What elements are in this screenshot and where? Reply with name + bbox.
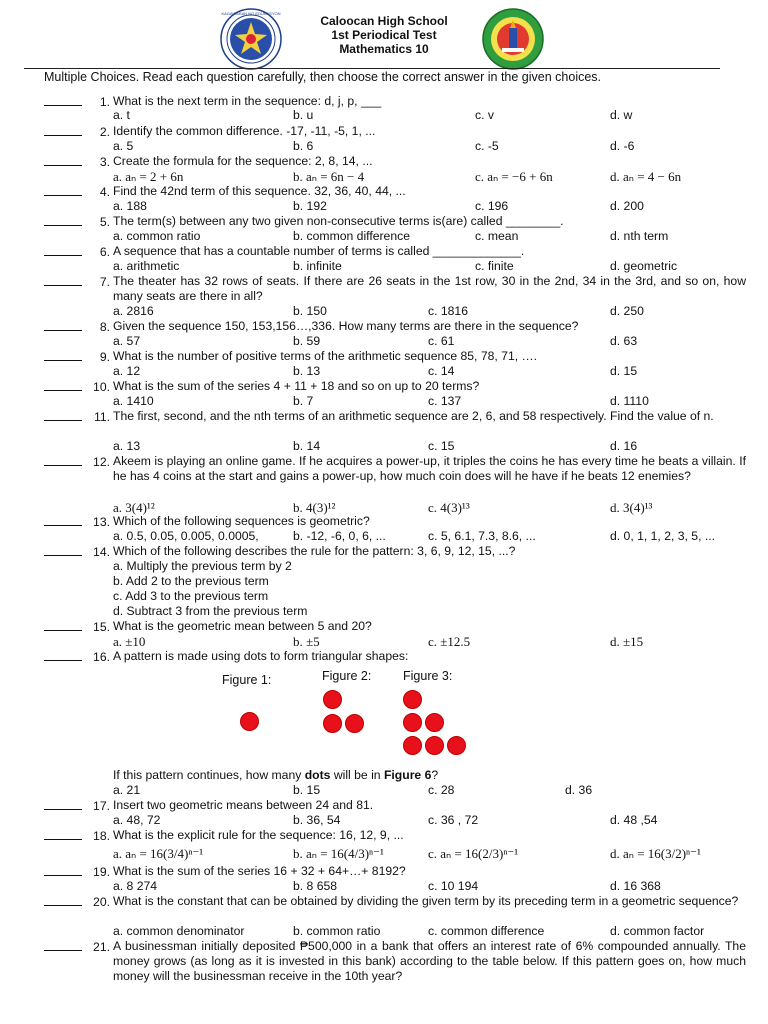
answer-blank[interactable] [44,379,82,391]
question-stem: What is the next term in the sequence: d, j, p, ___ [113,94,382,108]
choice-c: c. aₙ = 16(2/3)ⁿ⁻¹ [428,846,519,861]
question-number: 14. [93,545,110,559]
figure-3-label: Figure 3: [403,669,453,683]
choice-c: c. 61 [428,334,455,348]
question-1 [44,94,752,110]
question-number: 7. [99,275,110,289]
choice-d: d. 250 [610,304,644,318]
question-stem: Create the formula for the sequence: 2, 8, 14, ... [113,154,373,168]
question-18 [44,828,752,844]
choice-c: c. 137 [428,394,462,408]
choice-c: c. 36 , 72 [428,813,479,827]
question-number: 12. [93,455,110,469]
choice-b: b. 7 [293,394,314,408]
dot [240,712,259,731]
subject-title: Mathematics 10 [339,42,429,56]
choice-d: d. -6 [610,139,635,153]
choice-d: d. Subtract 3 from the previous term [113,604,308,618]
answer-blank[interactable] [44,124,82,136]
choice-a: a. 2816 [113,304,154,318]
choice-c: c. common difference [428,924,545,938]
test-title: 1st Periodical Test [331,28,437,42]
answer-blank[interactable] [44,939,82,951]
choice-d: d. w [610,108,633,122]
question-stem: A sequence that has a countable number of terms is called _____________. [113,244,525,258]
school-name: Caloocan High School [320,14,448,28]
choice-a: a. 188 [113,199,147,213]
svg-text:KAGAWARAN NG EDUKASYON: KAGAWARAN NG EDUKASYON [221,11,281,16]
dot [403,690,422,709]
question-stem: The term(s) between any two given non-consecutive terms is(are) called ________. [113,214,564,228]
answer-blank[interactable] [44,349,82,361]
question-stem: What is the constant that can be obtained by dividing the given term by its preceding term in a geometric sequence? [113,894,739,908]
choice-d: d. common factor [610,924,705,938]
choice-c: c. aₙ = −6 + 6n [475,169,553,184]
question-19 [44,864,752,880]
question-9 [44,349,752,365]
answer-blank[interactable] [44,274,82,286]
choice-d: d. 15 [610,364,638,378]
choice-b: b. 4(3)¹² [293,500,336,515]
answer-blank[interactable] [44,514,82,526]
choice-c: c. 4(3)¹³ [428,500,470,515]
choice-a: a. 12 [113,364,141,378]
choice-b: b. common difference [293,229,410,243]
question-5 [44,214,752,230]
dot [323,690,342,709]
choice-c: c. 15 [428,439,455,453]
question-15 [44,619,752,635]
question-number: 9. [99,350,110,364]
follow-up-text: If this pattern continues, how many [113,768,305,782]
choice-a: a. common ratio [113,229,201,243]
header-divider [24,68,720,69]
question-12 [44,454,752,483]
follow-up-bold: Figure 6 [383,768,432,782]
question-stem: A businessman initially deposited ₱500,000 in a bank that offers an interest rate of 6% compounded annually. The money grows (as long as it is invested in this bank) according to the table below. If this pattern goes on, how much money will the businessman receive in the 10th year? [113,939,746,983]
choice-b: b. common ratio [293,924,381,938]
choice-b: b. 14 [293,439,321,453]
choice-c: c. 14 [428,364,455,378]
dot [403,713,422,732]
question-number: 1. [99,95,110,109]
answer-blank[interactable] [44,864,82,876]
answer-blank[interactable] [44,454,82,466]
answer-blank[interactable] [44,319,82,331]
choice-b: b. 36, 54 [293,813,341,827]
question-number: 2. [99,125,110,139]
choice-c: c. -5 [475,139,499,153]
question-number: 4. [99,185,110,199]
figure-1-label: Figure 1: [222,673,272,687]
choice-b: b. 15 [293,783,321,797]
choice-a: a. 8 274 [113,879,158,893]
choice-d: d. 3(4)¹³ [610,500,653,515]
choice-d: d. 0, 1, 1, 2, 3, 5, ... [610,529,716,543]
choice-b: b. ±5 [293,634,320,649]
choice-b: b. aₙ = 6n − 4 [293,169,365,184]
choice-b: b. -12, -6, 0, 6, ... [293,529,386,543]
answer-blank[interactable] [44,544,82,556]
answer-blank[interactable] [44,154,82,166]
choice-c: c. 28 [428,783,455,797]
choice-c: c. ±12.5 [428,634,471,649]
question-7 [44,274,752,303]
choice-d: d. 1110 [610,394,649,408]
follow-up-text: ? [431,768,439,782]
choice-a: a. t [113,108,130,122]
choice-d: d. geometric [610,259,678,273]
choice-a: a. 5 [113,139,134,153]
question-number: 6. [99,245,110,259]
choice-c: c. mean [475,229,519,243]
choice-d: d. aₙ = 16(3/2)ⁿ⁻¹ [610,846,701,861]
follow-up-question [113,768,438,783]
choice-a: a. common denominator [113,924,245,938]
dot [403,736,422,755]
answer-blank[interactable] [44,184,82,196]
question-6 [44,244,752,260]
question-stem: Akeem is playing an online game. If he acquires a power-up, it triples the coins he has every time he beats a villain. If he has 4 coins at the start and gains a power-up, how much coin does will he have if he beats 12 enemies? [113,454,746,483]
question-13 [44,514,752,530]
choice-b: b. Add 2 to the previous term [113,574,269,588]
question-10 [44,379,752,395]
dot [425,713,444,732]
choice-b: b. 150 [293,304,327,318]
dot [425,736,444,755]
question-stem: What is the number of positive terms of the arithmetic sequence 85, 78, 71, …. [113,349,538,363]
answer-blank[interactable] [44,798,82,810]
question-20 [44,894,752,910]
question-stem: A pattern is made using dots to form triangular shapes: [113,649,409,663]
choice-d: d. 36 [565,783,593,797]
follow-up-bold: dots [304,768,331,782]
question-4 [44,184,752,200]
question-number: 19. [93,865,110,879]
choice-a: a. aₙ = 2 + 6n [113,169,184,184]
question-16 [44,649,752,665]
question-stem: Which of the following sequences is geometric? [113,514,370,528]
question-17 [44,798,752,814]
question-number: 8. [99,320,110,334]
school-logo-icon [482,8,544,70]
choice-a: a. Multiply the previous term by 2 [113,559,292,573]
answer-blank[interactable] [44,94,82,106]
choice-a: a. 0.5, 0.05, 0.005, 0.0005, [113,529,259,543]
dot [345,714,364,733]
school-header [300,14,468,56]
choice-d: d. ±15 [610,634,644,649]
question-stem: What is the sum of the series 4 + 11 + 18 and so on up to 20 terms? [113,379,480,393]
question-number: 3. [99,155,110,169]
question-stem: What is the explicit rule for the sequence: 16, 12, 9, ... [113,828,404,842]
instructions: Multiple Choices. Read each question carefully, then choose the correct answer in the given choices. [44,70,602,84]
answer-blank[interactable] [44,409,82,421]
choice-b: b. 8 658 [293,879,338,893]
question-14 [44,544,752,560]
choice-c: c. 5, 6.1, 7.3, 8.6, ... [428,529,536,543]
figure-2-label: Figure 2: [322,669,372,683]
choice-b: b. 192 [293,199,327,213]
choice-b: b. u [293,108,314,122]
choice-a: a. 3(4)¹² [113,500,155,515]
question-number: 11. [93,410,110,424]
choice-a: a. 57 [113,334,141,348]
choice-d: d. 63 [610,334,638,348]
answer-blank[interactable] [44,214,82,226]
question-number: 16. [93,650,110,664]
question-number: 15. [93,620,110,634]
answer-blank[interactable] [44,894,82,906]
question-number: 18. [93,829,110,843]
choice-c: c. 1816 [428,304,468,318]
choice-d: d. 16 [610,439,638,453]
choice-d: d. aₙ = 4 − 6n [610,169,682,184]
choice-d: d. 16 368 [610,879,661,893]
question-21 [44,939,752,983]
question-number: 17. [93,799,110,813]
question-stem: Which of the following describes the rule for the pattern: 3, 6, 9, 12, 15, ...? [113,544,516,558]
choice-b: b. 13 [293,364,321,378]
question-11 [44,409,752,425]
choice-c: c. finite [475,259,514,273]
choice-b: b. infinite [293,259,342,273]
question-8 [44,319,752,335]
question-2 [44,124,752,140]
choice-b: b. 59 [293,334,321,348]
choice-d: d. 48 ,54 [610,813,658,827]
choice-a: a. 1410 [113,394,154,408]
choice-a: a. 21 [113,783,141,797]
question-stem: The theater has 32 rows of seats. If there are 26 seats in the 1st row, 30 in the 2nd, 34 in the 3rd, and so on, how many seats are there in all? [113,274,746,303]
choice-c: c. 196 [475,199,509,213]
follow-up-text: will be in [330,768,384,782]
choice-b: b. 6 [293,139,314,153]
question-3 [44,154,752,170]
dot [323,714,342,733]
choice-a: a. 13 [113,439,141,453]
question-stem: Given the sequence 150, 153,156…,336. How many terms are there in the sequence? [113,319,579,333]
answer-blank[interactable] [44,244,82,256]
choice-a: a. arithmetic [113,259,180,273]
deped-seal-icon [220,8,282,70]
choice-a: a. ±10 [113,634,146,649]
question-number: 13. [93,515,110,529]
question-stem: What is the geometric mean between 5 and 20? [113,619,372,633]
question-number: 5. [99,215,110,229]
choice-c: c. Add 3 to the previous term [113,589,269,603]
dot [447,736,466,755]
choice-c: c. 10 194 [428,879,479,893]
choice-c: c. v [475,108,494,122]
question-stem: What is the sum of the series 16 + 32 + 64+…+ 8192? [113,864,406,878]
question-number: 21. [93,940,110,954]
choice-a: a. aₙ = 16(3/4)ⁿ⁻¹ [113,846,204,861]
question-stem: Identify the common difference. -17, -11, -5, 1, ... [113,124,376,138]
choice-d: d. 200 [610,199,644,213]
question-stem: The first, second, and the nth terms of an arithmetic sequence are 2, 6, and 58 respectively. Find the value of n. [113,409,714,423]
choice-a: a. 48, 72 [113,813,161,827]
question-stem: Insert two geometric means between 24 and 81. [113,798,374,812]
choice-b: b. aₙ = 16(4/3)ⁿ⁻¹ [293,846,384,861]
answer-blank[interactable] [44,649,82,661]
question-number: 20. [93,895,110,909]
answer-blank[interactable] [44,828,82,840]
question-stem: Find the 42nd term of this sequence. 32, 36, 40, 44, ... [113,184,406,198]
answer-blank[interactable] [44,619,82,631]
question-number: 10. [93,380,110,394]
choice-d: d. nth term [610,229,669,243]
